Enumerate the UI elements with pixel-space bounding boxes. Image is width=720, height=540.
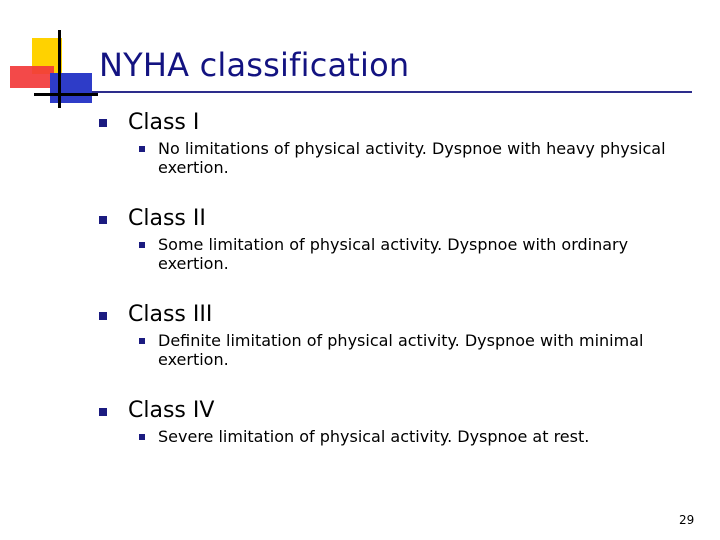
sub-bullet-square-icon (139, 242, 145, 248)
page-number: 29 (679, 513, 695, 527)
sub-bullet-square-icon (139, 338, 145, 344)
class-1-label: Class I (128, 110, 200, 135)
class-2-label: Class II (128, 206, 206, 231)
class-2-description: Some limitation of physical activity. Dyspnoe with ordinary exertion. (158, 235, 629, 273)
sub-bullet-square-icon (139, 146, 145, 152)
bullet-square-icon (99, 408, 107, 416)
slide-title: NYHA classification (99, 46, 410, 84)
class-1-description: No limitations of physical activity. Dyspnoe with heavy physical exertion. (158, 139, 666, 177)
class-3-label: Class III (128, 302, 213, 327)
bullet-square-icon (99, 312, 107, 320)
sub-bullet-square-icon (139, 434, 145, 440)
class-3-description: Definite limitation of physical activity. Dyspnoe with minimal exertion. (158, 331, 644, 369)
bullet-square-icon (99, 216, 107, 224)
class-4-label: Class IV (128, 398, 215, 423)
bullet-square-icon (99, 119, 107, 127)
class-4-description: Severe limitation of physical activity. Dyspnoe at rest. (158, 427, 590, 446)
